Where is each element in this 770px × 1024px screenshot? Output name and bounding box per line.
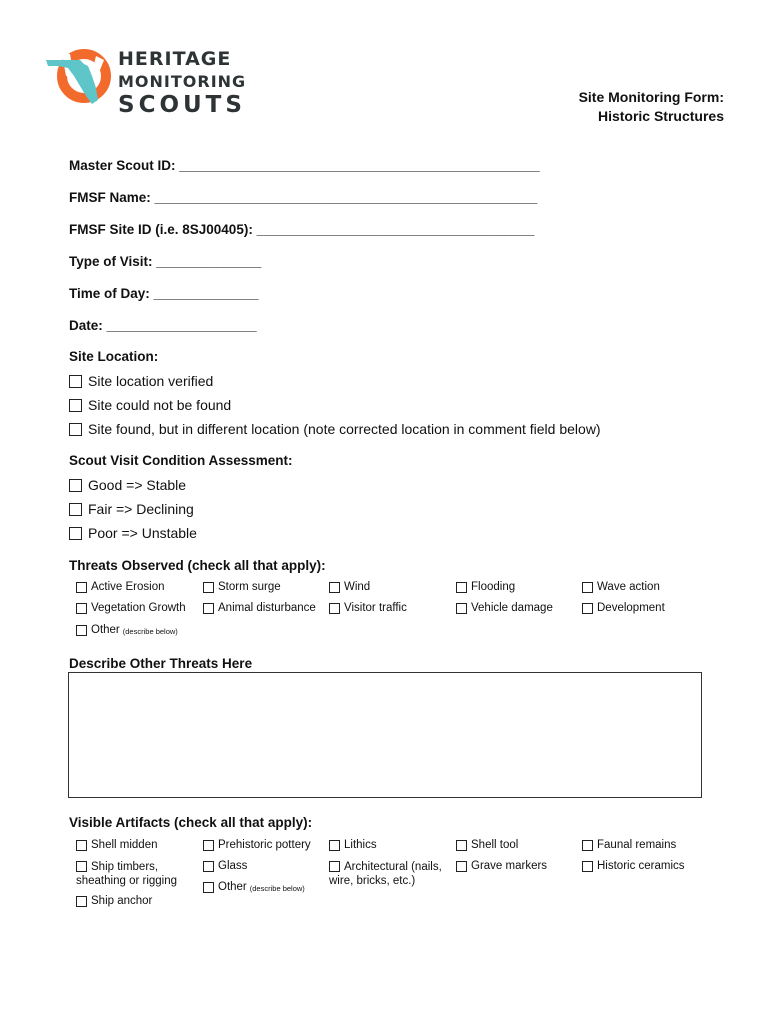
threat-option — [76, 602, 186, 614]
option-label: Visitor traffic — [344, 602, 407, 614]
checkbox[interactable] — [203, 882, 214, 893]
checkbox[interactable] — [456, 603, 467, 614]
option-label: Good => Stable — [88, 477, 187, 493]
checkbox[interactable] — [203, 840, 214, 851]
checkbox[interactable] — [329, 861, 340, 872]
checkbox[interactable] — [69, 423, 82, 436]
checkbox[interactable] — [76, 582, 87, 593]
option-label-line1: Architectural (nails, — [344, 861, 442, 873]
checkbox[interactable] — [329, 603, 340, 614]
option-label: Ship anchor — [91, 895, 153, 907]
fmsf-site-id-field[interactable]: FMSF Site ID (i.e. 8SJ00405): _____________________________________ — [69, 222, 535, 237]
artifact-option-other — [203, 881, 305, 893]
checkbox[interactable] — [76, 861, 87, 872]
option-label: Vehicle damage — [471, 602, 553, 614]
site-location-option — [69, 421, 601, 437]
threat-option — [203, 581, 281, 593]
artifact-option — [203, 839, 311, 851]
date-field[interactable]: Date: ____________________ — [69, 318, 257, 333]
checkbox[interactable] — [203, 861, 214, 872]
checkbox[interactable] — [76, 896, 87, 907]
threat-option — [456, 581, 515, 593]
option-label: Poor => Unstable — [88, 525, 197, 541]
option-note: (describe below) — [122, 627, 178, 636]
describe-threats-textarea[interactable] — [68, 672, 702, 798]
artifact-option — [76, 839, 157, 851]
option-label: Wind — [344, 581, 371, 593]
form-title-line2: Historic Structures — [597, 108, 724, 124]
option-label — [91, 860, 158, 874]
option-label: Faunal remains — [597, 839, 677, 851]
artifact-option — [329, 839, 377, 851]
condition-option — [69, 501, 194, 517]
logo-line-monitoring: MONITORING — [118, 72, 247, 91]
checkbox[interactable] — [76, 840, 87, 851]
artifact-option — [76, 895, 152, 907]
checkbox[interactable] — [76, 625, 87, 636]
option-label: Glass — [218, 860, 248, 872]
option-label: Flooding — [471, 581, 516, 593]
option-label-line2: sheathing or rigging — [76, 875, 178, 887]
threats-heading: Threats Observed (check all that apply): — [69, 558, 326, 573]
heritage-monitoring-scouts-logo — [44, 46, 247, 126]
fmsf-name-field[interactable]: FMSF Name: ___________________________________________________ — [69, 190, 538, 205]
describe-threats-heading: Describe Other Threats Here — [69, 656, 253, 671]
checkbox[interactable] — [76, 603, 87, 614]
site-location-heading: Site Location: — [69, 349, 159, 364]
master-scout-id-field[interactable]: Master Scout ID: ________________________________________________ — [69, 158, 540, 173]
artifact-option — [203, 860, 247, 872]
option-label: Storm surge — [218, 581, 281, 593]
logo-line-heritage: HERITAGE — [118, 48, 232, 70]
option-label-line1: Ship timbers, — [91, 861, 159, 873]
option-label: Site location verified — [88, 373, 214, 389]
checkbox[interactable] — [456, 840, 467, 851]
threat-option — [203, 602, 316, 614]
checkbox[interactable] — [456, 582, 467, 593]
form-title — [579, 88, 724, 126]
checkbox[interactable] — [582, 840, 593, 851]
option-label: Site found, but in different location (note corrected location in comment field below) — [88, 421, 601, 437]
threat-option — [582, 602, 665, 614]
option-label: Other — [218, 881, 247, 893]
logo-line-scouts: SCOUTS — [118, 92, 246, 118]
threat-option — [456, 602, 553, 614]
option-label: Wave action — [597, 581, 660, 593]
option-label: Grave markers — [471, 860, 548, 872]
threat-option — [76, 581, 165, 593]
type-of-visit-field[interactable]: Type of Visit: ______________ — [69, 254, 262, 269]
option-label: Shell tool — [471, 839, 519, 851]
artifact-option-ship-timbers — [76, 860, 158, 874]
option-label: Development — [597, 602, 665, 614]
checkbox[interactable] — [69, 479, 82, 492]
option-label: Vegetation Growth — [91, 602, 186, 614]
condition-option — [69, 477, 186, 493]
checkbox[interactable] — [329, 582, 340, 593]
checkbox[interactable] — [69, 399, 82, 412]
checkbox[interactable] — [582, 603, 593, 614]
option-label: Site could not be found — [88, 397, 232, 413]
artifact-option — [582, 860, 685, 872]
option-label-line2: wire, bricks, etc.) — [329, 875, 416, 887]
option-label: Prehistoric pottery — [218, 839, 311, 851]
option-label: Animal disturbance — [218, 602, 316, 614]
artifact-option — [456, 839, 518, 851]
checkbox[interactable] — [203, 582, 214, 593]
form-title-line1: Site Monitoring Form: — [578, 89, 724, 105]
option-label: Fair => Declining — [88, 501, 194, 517]
checkbox[interactable] — [329, 840, 340, 851]
time-of-day-field[interactable]: Time of Day: ______________ — [69, 286, 259, 301]
threat-option — [582, 581, 660, 593]
condition-option — [69, 525, 197, 541]
option-label: Shell midden — [91, 839, 158, 851]
condition-assessment-heading: Scout Visit Condition Assessment: — [69, 453, 293, 468]
site-location-option — [69, 397, 231, 413]
option-label: Active Erosion — [91, 581, 165, 593]
checkbox[interactable] — [203, 603, 214, 614]
artifact-option — [456, 860, 547, 872]
checkbox[interactable] — [582, 582, 593, 593]
florida-lifebuoy-icon — [44, 46, 116, 106]
threat-option — [329, 602, 407, 614]
option-note: (describe below) — [249, 884, 305, 893]
option-label: Historic ceramics — [597, 860, 685, 872]
checkbox[interactable] — [69, 527, 82, 540]
artifact-option — [582, 839, 676, 851]
checkbox[interactable] — [456, 861, 467, 872]
site-location-option — [69, 373, 213, 389]
option-label: Other — [91, 624, 120, 636]
checkbox[interactable] — [69, 375, 82, 388]
artifact-option-architectural — [329, 860, 442, 874]
threat-option-other — [76, 624, 178, 636]
checkbox[interactable] — [69, 503, 82, 516]
option-label: Lithics — [344, 839, 377, 851]
checkbox[interactable] — [582, 861, 593, 872]
artifacts-heading: Visible Artifacts (check all that apply): — [69, 815, 313, 830]
threat-option — [329, 581, 370, 593]
